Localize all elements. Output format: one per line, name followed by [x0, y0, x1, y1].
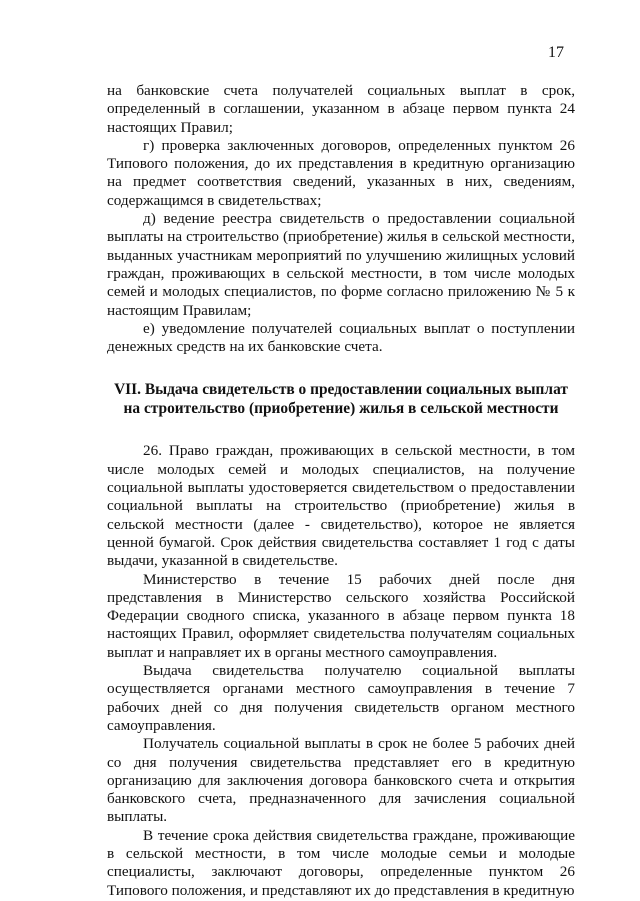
paragraph-continuation: на банковские счета получателей социальных выплат в срок, определенный в соглашении, указанном в абзаце первом пункта 24 настоящих Правил;	[107, 82, 575, 136]
paragraph-item-e: е) уведомление получателей социальных выплат о поступлении денежных средств на их банковские счета.	[107, 319, 575, 356]
paragraph-recipient-bank: Получатель социальной выплаты в срок не более 5 рабочих дней со дня получения свидетельства представляет его в кредитную организацию для заключения договора банковского счета и открытия банковского счета, предназначенного для зачисления социальной выплаты.	[107, 735, 575, 826]
page-number: 17	[548, 44, 564, 61]
document-body	[107, 82, 575, 900]
section-heading-line-2: на строительство (приобретение) жилья в сельской местности	[123, 400, 559, 418]
section-heading	[107, 380, 575, 418]
paragraph-item-g: г) проверка заключенных договоров, определенных пунктом 26 Типового положения, до их представления в кредитную организацию на предмет соответствия сведений, указанных в них, сведениям, содержащимся в свидетельствах;	[107, 136, 575, 209]
section-heading-line-1: VII. Выдача свидетельств о предоставлении социальных выплат	[114, 381, 568, 399]
paragraph-certificate-delivery: Выдача свидетельства получателю социальной выплаты осуществляется органами местного самоуправления в течение 7 рабочих дней со дня получения свидетельств органом местного самоуправления.	[107, 662, 575, 734]
paragraph-item-d: д) ведение реестра свидетельств о предоставлении социальной выплаты на строительство (приобретение) жилья в сельской местности, выданных участникам мероприятий по улучшению жилищных условий граждан, проживающих в сельской местности, в том числе молодых семей и молодых специалистов, по форме согласно приложению № 5 к настоящим Правилам;	[107, 210, 575, 319]
paragraph-26: 26. Право граждан, проживающих в сельской местности, в том числе молодых семей и молодых специалистов, на получение социальной выплаты удостоверяется свидетельством о предоставлении социальной выплаты на строительство (приобретение) жилья в сельской местности (далее - свидетельство), которое не является ценной бумагой. Срок действия свидетельства составляет 1 год с даты выдачи, указанной в свидетельстве.	[107, 442, 575, 570]
paragraph-validity-contracts: В течение срока действия свидетельства граждане, проживающие в сельской местности, в том числе молодые семьи и молодые специалисты, заключают договоры, определенные пунктом 26 Типового положения, и представляют их до представления в кредитную	[107, 826, 575, 899]
paragraph-ministry-issuance: Министерство в течение 15 рабочих дней после дня представления в Министерство сельского хозяйства Российской Федерации сводного списка, указанного в абзаце первом пункта 18 настоящих Правил, оформляет свидетельства получателям социальных выплат и направляет их в органы местного самоуправления.	[107, 570, 575, 661]
